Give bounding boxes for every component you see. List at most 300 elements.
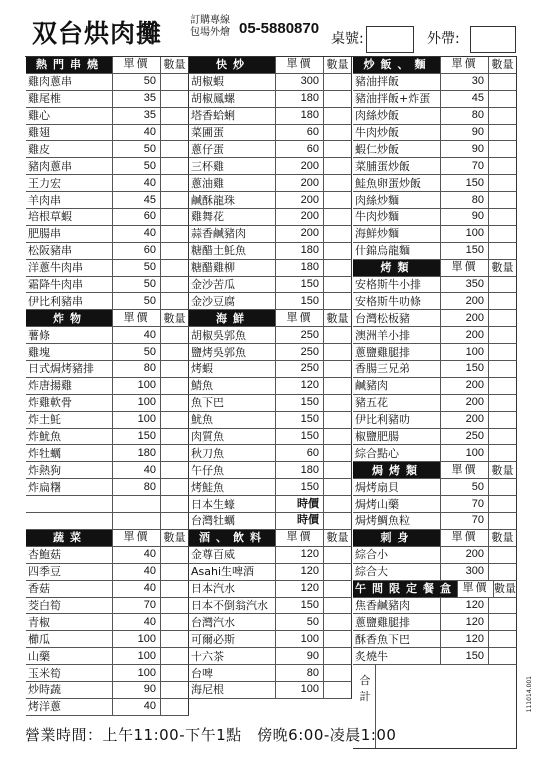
quantity-cell[interactable] bbox=[488, 479, 516, 495]
item-price: 180 bbox=[275, 462, 323, 478]
quantity-cell[interactable] bbox=[323, 192, 351, 208]
item-name: 海尼根 bbox=[191, 683, 224, 697]
item-price: 200 bbox=[275, 226, 323, 242]
menu-item-row bbox=[353, 141, 517, 158]
item-name: 椒鹽肥腸 bbox=[355, 430, 399, 444]
menu-item-row bbox=[26, 581, 189, 598]
item-name: 菜脯蛋炒飯 bbox=[355, 159, 410, 173]
item-price: 90 bbox=[275, 648, 323, 664]
item-price: 150 bbox=[440, 243, 488, 259]
quantity-cell[interactable] bbox=[160, 327, 188, 343]
menu-item-row bbox=[189, 209, 352, 226]
item-price: 300 bbox=[275, 74, 323, 90]
quantity-cell[interactable] bbox=[323, 564, 351, 580]
menu-item-row bbox=[189, 564, 352, 581]
item-price: 70 bbox=[440, 513, 488, 529]
item-price: 250 bbox=[275, 327, 323, 343]
quantity-cell[interactable] bbox=[323, 361, 351, 377]
quantity-cell[interactable] bbox=[488, 310, 516, 326]
quantity-cell[interactable] bbox=[488, 513, 516, 529]
quantity-cell[interactable] bbox=[160, 192, 188, 208]
item-name: 肉質魚 bbox=[191, 430, 224, 444]
item-price: 120 bbox=[275, 547, 323, 563]
item-name: 安格斯牛小排 bbox=[355, 278, 421, 292]
menu-item-row bbox=[26, 445, 189, 462]
quantity-cell[interactable] bbox=[160, 513, 188, 529]
item-price: 150 bbox=[275, 293, 323, 309]
item-name: 胡椒鳳螺 bbox=[191, 92, 235, 106]
quantity-cell[interactable] bbox=[488, 429, 516, 445]
item-price: 80 bbox=[440, 108, 488, 124]
quantity-cell[interactable] bbox=[488, 125, 516, 141]
item-name: 薯條 bbox=[28, 328, 50, 342]
item-price: 60 bbox=[112, 209, 160, 225]
menu-item-row bbox=[26, 192, 189, 209]
menu-item-row bbox=[189, 631, 352, 648]
quantity-cell[interactable] bbox=[160, 648, 188, 664]
takeout-field[interactable] bbox=[470, 26, 516, 53]
menu-item-row bbox=[353, 310, 517, 327]
quantity-cell[interactable] bbox=[160, 141, 188, 157]
quantity-cell[interactable] bbox=[488, 412, 516, 428]
quantity-cell[interactable] bbox=[323, 665, 351, 681]
item-price: 200 bbox=[440, 412, 488, 428]
section-title: 炸物 bbox=[26, 310, 112, 326]
quantity-cell[interactable] bbox=[323, 226, 351, 242]
quantity-cell[interactable] bbox=[160, 293, 188, 309]
item-price: 200 bbox=[275, 192, 323, 208]
item-price: 100 bbox=[112, 665, 160, 681]
quantity-column-header: 數量 bbox=[488, 260, 516, 276]
menu-item-row bbox=[353, 631, 517, 648]
menu-item-row bbox=[353, 564, 517, 581]
takeout-label: 外帶: bbox=[427, 31, 460, 47]
quantity-cell[interactable] bbox=[323, 260, 351, 276]
item-price: 120 bbox=[275, 581, 323, 597]
quantity-cell[interactable] bbox=[323, 598, 351, 614]
menu-item-row bbox=[353, 125, 517, 142]
menu-item-row bbox=[189, 327, 352, 344]
quantity-cell[interactable] bbox=[323, 277, 351, 293]
menu-item-row bbox=[26, 429, 189, 446]
quantity-cell[interactable] bbox=[323, 513, 351, 529]
quantity-cell[interactable] bbox=[160, 547, 188, 563]
section-title: 蔬菜 bbox=[26, 530, 112, 546]
quantity-cell[interactable] bbox=[323, 378, 351, 394]
order-line-label: 訂購專線 bbox=[190, 15, 230, 26]
item-price: 200 bbox=[440, 378, 488, 394]
item-name: 秋刀魚 bbox=[191, 446, 224, 460]
section-title: 焗烤類 bbox=[353, 462, 440, 478]
quantity-cell[interactable] bbox=[160, 74, 188, 90]
item-name: 日本生蠔 bbox=[191, 497, 235, 511]
item-name: 烤洋蔥 bbox=[28, 700, 61, 714]
item-price: 50 bbox=[112, 141, 160, 157]
item-price: 40 bbox=[112, 125, 160, 141]
menu-item-row bbox=[26, 175, 189, 192]
menu-item-row bbox=[353, 361, 517, 378]
quantity-cell[interactable] bbox=[160, 699, 188, 715]
item-price: 200 bbox=[440, 547, 488, 563]
item-name: 肉絲炒飯 bbox=[355, 109, 399, 123]
item-name: 蔥油雞 bbox=[191, 176, 224, 190]
quantity-cell[interactable] bbox=[160, 429, 188, 445]
quantity-cell[interactable] bbox=[160, 226, 188, 242]
item-name: 蔥仔蛋 bbox=[191, 142, 224, 156]
menu-item-row bbox=[189, 598, 352, 615]
quantity-cell[interactable] bbox=[160, 581, 188, 597]
menu-item-row bbox=[353, 327, 517, 344]
quantity-cell[interactable] bbox=[160, 209, 188, 225]
quantity-cell[interactable] bbox=[488, 175, 516, 191]
menu-item-row bbox=[189, 513, 352, 530]
item-name: 塔香蛤蜊 bbox=[191, 109, 235, 123]
item-price: 120 bbox=[275, 564, 323, 580]
item-price: 100 bbox=[112, 395, 160, 411]
item-price: 250 bbox=[275, 344, 323, 360]
quantity-cell[interactable] bbox=[323, 445, 351, 461]
item-price: 150 bbox=[275, 277, 323, 293]
item-name: 鹽烤吳郭魚 bbox=[191, 345, 246, 359]
item-name: 伊比利豬串 bbox=[28, 294, 83, 308]
menu-item-row bbox=[26, 108, 189, 125]
item-name: 杏鮑菇 bbox=[28, 548, 61, 562]
quantity-cell[interactable] bbox=[488, 631, 516, 647]
menu-column-3 bbox=[353, 57, 517, 749]
item-name: 三杯雞 bbox=[191, 159, 224, 173]
item-price: 200 bbox=[440, 395, 488, 411]
menu-item-row bbox=[26, 141, 189, 158]
menu-item-row bbox=[189, 479, 352, 496]
quantity-cell[interactable] bbox=[323, 91, 351, 107]
menu-item-row bbox=[26, 631, 189, 648]
menu-item-row bbox=[189, 91, 352, 108]
menu-item-row bbox=[26, 682, 189, 699]
quantity-cell[interactable] bbox=[488, 74, 516, 90]
menu-item-row bbox=[353, 277, 517, 294]
item-price: 40 bbox=[112, 327, 160, 343]
quantity-cell[interactable] bbox=[488, 496, 516, 512]
item-name: 豬五花 bbox=[355, 396, 388, 410]
price-column-header: 單價 bbox=[440, 530, 488, 546]
section-title: 午間限定餐盒 bbox=[355, 582, 457, 596]
item-price: 50 bbox=[112, 260, 160, 276]
quantity-cell[interactable] bbox=[160, 445, 188, 461]
quantity-cell[interactable] bbox=[160, 631, 188, 647]
menu-item-row bbox=[353, 158, 517, 175]
section-header bbox=[353, 462, 517, 479]
quantity-cell[interactable] bbox=[160, 395, 188, 411]
item-name: 牛肉炒麵 bbox=[355, 210, 399, 224]
item-price: 150 bbox=[275, 598, 323, 614]
item-name: 炸土魠 bbox=[28, 413, 61, 427]
item-price: 100 bbox=[112, 648, 160, 664]
item-name: 焗烤扇貝 bbox=[355, 480, 399, 494]
menu-item-row bbox=[189, 648, 352, 665]
quantity-cell[interactable] bbox=[323, 125, 351, 141]
menu-item-row bbox=[26, 293, 189, 310]
item-price: 200 bbox=[440, 327, 488, 343]
item-price: 45 bbox=[440, 91, 488, 107]
quantity-column-header: 數量 bbox=[323, 310, 351, 326]
quantity-cell[interactable] bbox=[160, 108, 188, 124]
item-price: 90 bbox=[112, 682, 160, 698]
menu-item-row bbox=[189, 429, 352, 446]
quantity-cell[interactable] bbox=[160, 496, 188, 512]
item-price: 80 bbox=[112, 479, 160, 495]
menu-item-row bbox=[189, 581, 352, 598]
quantity-cell[interactable] bbox=[323, 648, 351, 664]
item-price: 60 bbox=[275, 141, 323, 157]
menu-item-row bbox=[189, 277, 352, 294]
quantity-cell[interactable] bbox=[160, 564, 188, 580]
quantity-cell[interactable] bbox=[323, 141, 351, 157]
item-price: 90 bbox=[440, 209, 488, 225]
quantity-cell[interactable] bbox=[323, 209, 351, 225]
menu-item-row bbox=[26, 564, 189, 581]
menu-item-row bbox=[353, 209, 517, 226]
price-column-header: 單價 bbox=[112, 530, 160, 546]
item-name: 鹹豬肉 bbox=[355, 379, 388, 393]
quantity-cell[interactable] bbox=[323, 158, 351, 174]
item-name: 金沙豆腐 bbox=[191, 294, 235, 308]
item-price: 40 bbox=[112, 614, 160, 630]
section-header bbox=[189, 310, 352, 327]
menu-item-row bbox=[26, 344, 189, 361]
quantity-cell[interactable] bbox=[323, 496, 351, 512]
menu-item-row bbox=[26, 412, 189, 429]
menu-item-row bbox=[353, 378, 517, 395]
quantity-cell[interactable] bbox=[160, 682, 188, 698]
quantity-cell[interactable] bbox=[323, 108, 351, 124]
quantity-cell[interactable] bbox=[160, 344, 188, 360]
quantity-cell[interactable] bbox=[323, 175, 351, 191]
menu-item-row bbox=[189, 175, 352, 192]
section-title: 快炒 bbox=[189, 57, 275, 73]
item-price: 100 bbox=[440, 226, 488, 242]
item-name: 綜合點心 bbox=[355, 446, 399, 460]
item-name: 洋蔥牛肉串 bbox=[28, 261, 83, 275]
section-header bbox=[189, 530, 352, 547]
menu-item-row bbox=[26, 277, 189, 294]
quantity-cell[interactable] bbox=[160, 158, 188, 174]
item-name: 台啤 bbox=[191, 666, 213, 680]
item-price: 50 bbox=[112, 158, 160, 174]
quantity-cell[interactable] bbox=[488, 564, 516, 580]
quantity-cell[interactable] bbox=[160, 175, 188, 191]
quantity-cell[interactable] bbox=[488, 192, 516, 208]
item-price: 40 bbox=[112, 175, 160, 191]
item-name: 蝦仁炒飯 bbox=[355, 142, 399, 156]
quantity-cell[interactable] bbox=[488, 445, 516, 461]
quantity-cell[interactable] bbox=[160, 378, 188, 394]
item-name: 炸唐揚雞 bbox=[28, 379, 72, 393]
item-name: 蒜香鹹豬肉 bbox=[191, 227, 246, 241]
section-header bbox=[353, 260, 517, 277]
menu-item-row bbox=[189, 547, 352, 564]
item-name: 炸熱狗 bbox=[28, 463, 61, 477]
menu-item-row bbox=[353, 293, 517, 310]
item-name: 雞塊 bbox=[28, 345, 50, 359]
quantity-cell[interactable] bbox=[488, 158, 516, 174]
item-price: 100 bbox=[112, 631, 160, 647]
quantity-cell[interactable] bbox=[323, 462, 351, 478]
item-name: 豬油拌飯 bbox=[355, 75, 399, 89]
quantity-cell[interactable] bbox=[323, 581, 351, 597]
phone-number: 05-5880870 bbox=[239, 20, 320, 37]
item-name: 午仔魚 bbox=[191, 463, 224, 477]
quantity-cell[interactable] bbox=[160, 412, 188, 428]
quantity-cell[interactable] bbox=[160, 243, 188, 259]
quantity-cell[interactable] bbox=[488, 327, 516, 343]
quantity-cell[interactable] bbox=[488, 293, 516, 309]
total-label: 合計 bbox=[359, 674, 371, 704]
price-column-header: 單價 bbox=[440, 57, 488, 73]
quantity-cell[interactable] bbox=[488, 243, 516, 259]
quantity-cell[interactable] bbox=[488, 361, 516, 377]
item-price: 60 bbox=[112, 243, 160, 259]
quantity-column-header: 數量 bbox=[488, 462, 516, 478]
quantity-cell[interactable] bbox=[488, 209, 516, 225]
item-name: 櫛瓜 bbox=[28, 632, 50, 646]
menu-item-row bbox=[26, 547, 189, 564]
item-price: 40 bbox=[112, 699, 160, 715]
item-price: 150 bbox=[275, 395, 323, 411]
item-name: 金尊百威 bbox=[191, 548, 235, 562]
item-name: 松阪豬串 bbox=[28, 244, 72, 258]
item-price: 40 bbox=[112, 462, 160, 478]
quantity-cell[interactable] bbox=[160, 598, 188, 614]
quantity-cell[interactable] bbox=[323, 412, 351, 428]
item-name: 蔥鹽雞腿排 bbox=[355, 345, 410, 359]
quantity-cell[interactable] bbox=[323, 243, 351, 259]
quantity-cell[interactable] bbox=[160, 462, 188, 478]
menu-item-row bbox=[26, 699, 189, 716]
quantity-cell[interactable] bbox=[323, 74, 351, 90]
item-name: 炙燒牛 bbox=[355, 649, 388, 663]
item-price: 50 bbox=[112, 277, 160, 293]
menu-item-row bbox=[353, 108, 517, 125]
quantity-cell[interactable] bbox=[488, 395, 516, 411]
menu-grid bbox=[25, 56, 517, 714]
item-price: 70 bbox=[440, 496, 488, 512]
item-name: 胡椒蝦 bbox=[191, 75, 224, 89]
quantity-cell[interactable] bbox=[160, 260, 188, 276]
quantity-cell[interactable] bbox=[488, 547, 516, 563]
menu-item-row bbox=[26, 598, 189, 615]
section-header bbox=[353, 530, 517, 547]
item-price: 250 bbox=[275, 361, 323, 377]
quantity-cell[interactable] bbox=[160, 91, 188, 107]
item-name: 焗烤鯛魚粒 bbox=[355, 514, 410, 528]
item-name: Asahi生啤酒 bbox=[191, 565, 255, 579]
quantity-cell[interactable] bbox=[323, 479, 351, 495]
quantity-cell[interactable] bbox=[160, 479, 188, 495]
item-price: 120 bbox=[440, 598, 488, 614]
menu-item-row bbox=[26, 648, 189, 665]
item-price: 50 bbox=[440, 479, 488, 495]
quantity-cell[interactable] bbox=[488, 598, 516, 614]
quantity-cell[interactable] bbox=[323, 344, 351, 360]
item-price: 50 bbox=[112, 293, 160, 309]
item-name: 王力宏 bbox=[28, 176, 61, 190]
quantity-column-header: 數量 bbox=[160, 530, 188, 546]
menu-item-row bbox=[189, 158, 352, 175]
quantity-cell[interactable] bbox=[160, 614, 188, 630]
quantity-cell[interactable] bbox=[323, 682, 351, 698]
item-name: 雞尾椎 bbox=[28, 92, 61, 106]
item-name: 鮭魚卵蛋炒飯 bbox=[355, 176, 421, 190]
quantity-cell[interactable] bbox=[160, 361, 188, 377]
menu-item-row bbox=[189, 395, 352, 412]
item-name: 日式焗烤豬排 bbox=[28, 362, 94, 376]
item-name: 青椒 bbox=[28, 615, 50, 629]
item-price: 150 bbox=[440, 361, 488, 377]
item-price: 80 bbox=[440, 192, 488, 208]
menu-item-row bbox=[26, 74, 189, 91]
menu-item-row bbox=[353, 243, 517, 260]
quantity-cell[interactable] bbox=[323, 429, 351, 445]
menu-item-row bbox=[353, 479, 517, 496]
table-number-field[interactable] bbox=[366, 26, 414, 53]
quantity-cell[interactable] bbox=[488, 614, 516, 630]
menu-item-row bbox=[353, 513, 517, 530]
menu-item-row bbox=[26, 378, 189, 395]
table-number-label: 桌號: bbox=[331, 31, 364, 47]
order-labels bbox=[190, 15, 230, 39]
menu-item-row bbox=[189, 412, 352, 429]
price-column-header: 單價 bbox=[457, 581, 493, 597]
quantity-cell[interactable] bbox=[160, 277, 188, 293]
item-price: 70 bbox=[440, 158, 488, 174]
menu-item-row bbox=[189, 445, 352, 462]
item-name: 烤鮭魚 bbox=[191, 480, 224, 494]
quantity-cell[interactable] bbox=[488, 648, 516, 664]
quantity-cell[interactable] bbox=[488, 91, 516, 107]
menu-item-row bbox=[353, 547, 517, 564]
quantity-cell[interactable] bbox=[488, 378, 516, 394]
menu-item-row bbox=[26, 260, 189, 277]
quantity-cell[interactable] bbox=[323, 327, 351, 343]
item-price: 40 bbox=[112, 564, 160, 580]
quantity-cell[interactable] bbox=[323, 614, 351, 630]
quantity-cell[interactable] bbox=[160, 125, 188, 141]
quantity-cell[interactable] bbox=[488, 108, 516, 124]
quantity-cell[interactable] bbox=[488, 141, 516, 157]
catering-label: 包場外燴 bbox=[190, 27, 230, 38]
menu-item-row bbox=[353, 598, 517, 615]
quantity-cell[interactable] bbox=[323, 547, 351, 563]
item-price: 180 bbox=[112, 445, 160, 461]
item-price: 120 bbox=[275, 378, 323, 394]
section-title: 酒、飲料 bbox=[189, 530, 275, 546]
item-name: 伊比利豬叻 bbox=[355, 413, 410, 427]
quantity-cell[interactable] bbox=[323, 293, 351, 309]
item-name: 香腸三兄弟 bbox=[355, 362, 410, 376]
quantity-cell[interactable] bbox=[323, 631, 351, 647]
quantity-cell[interactable] bbox=[323, 395, 351, 411]
menu-item-row bbox=[189, 260, 352, 277]
quantity-cell[interactable] bbox=[488, 344, 516, 360]
item-name: 鹹酥龍珠 bbox=[191, 193, 235, 207]
quantity-cell[interactable] bbox=[488, 277, 516, 293]
quantity-cell[interactable] bbox=[160, 665, 188, 681]
quantity-cell[interactable] bbox=[488, 226, 516, 242]
menu-item-row bbox=[189, 192, 352, 209]
menu-item-row bbox=[26, 395, 189, 412]
item-price: 350 bbox=[440, 277, 488, 293]
item-price: 150 bbox=[440, 648, 488, 664]
